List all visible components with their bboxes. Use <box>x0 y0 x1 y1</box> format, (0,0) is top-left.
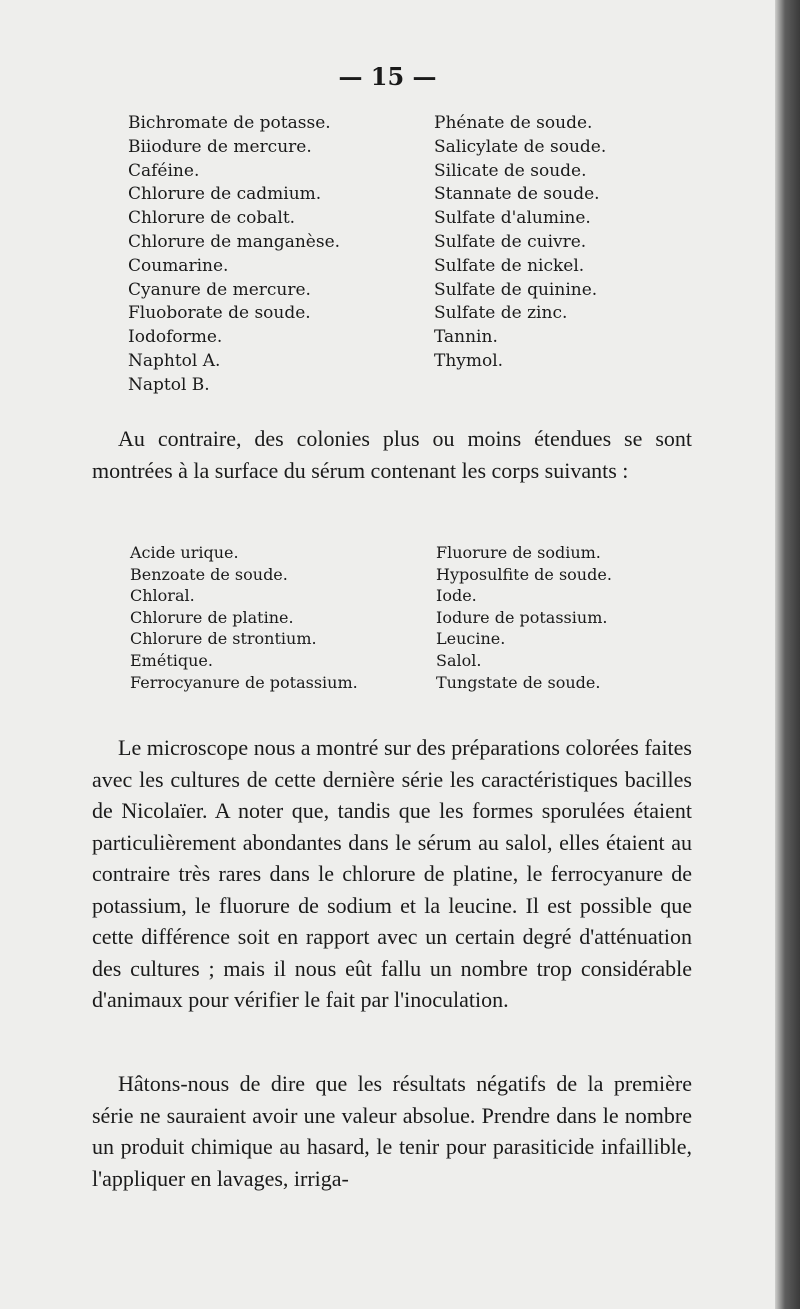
page-edge-shadow <box>775 0 800 1309</box>
list-item: Coumarine. <box>128 255 229 276</box>
list-item: Fluorure de sodium. <box>436 543 601 562</box>
list-item: Chlorure de strontium. <box>130 629 317 649</box>
list-item: Chloral. <box>130 586 195 606</box>
list-item: Benzoate de soude. <box>130 564 288 584</box>
paragraph-negative-results: Hâtons-nous de dire que les résultats négatifs de la première série ne sauraient avoir une valeur absolue. Prendre dans le nombre un produit chimique au hasard, le tenir pour parasiticide infaillible, l'appliquer en lavages, irriga- <box>92 1071 692 1191</box>
list-item: Biiodure de mercure. <box>128 136 312 157</box>
list-item: Cyanure de mercure. <box>128 279 311 300</box>
list-item: Sulfate de quinine. <box>434 279 598 300</box>
list-item: Hyposulfite de soude. <box>436 564 612 584</box>
list-item: Thymol. <box>434 350 504 371</box>
list-item: Salol. <box>436 650 482 670</box>
list-item: Tungstate de soude. <box>436 672 601 692</box>
list-item: Emétique. <box>130 650 213 670</box>
list-item: Sulfate de nickel. <box>434 255 585 276</box>
paragraph-positive-intro: Au contraire, des colonies plus ou moins étendues se sont montrées à la surface du sérum contenant les corps suivants : <box>92 426 692 483</box>
negative-list-right <box>434 112 606 374</box>
list-item: Chlorure de cobalt. <box>128 208 296 229</box>
list-item: Tannin. <box>434 327 498 348</box>
list-item: Chlorure de manganèse. <box>128 231 341 252</box>
page-number: — 15 — <box>338 62 437 91</box>
list-item: Ferrocyanure de potassium. <box>130 672 358 692</box>
positive-list-left <box>130 542 358 693</box>
list-item: Chlorure de platine. <box>130 607 294 627</box>
list-item: Sulfate de zinc. <box>434 303 568 324</box>
negative-list-left <box>128 112 340 398</box>
list-item: Sulfate d'alumine. <box>434 208 591 229</box>
paragraph-microscope: Le microscope nous a montré sur des préparations colorées faites avec les cultures de cette dernière série les caractéristiques bacilles de Nicolaïer. A noter que, tandis que les formes sporulées étaient particulièrement abondantes dans le sérum au salol, elles étaient au contraire très rares dans le chlorure de platine, le ferrocyanure de potassium, le fluorure de sodium et la leucine. Il est possible que cette différence soit en rapport avec un certain degré d'atténuation des cultures ; mais il nous eût fallu un nombre trop considérable d'animaux pour vérifier le fait par l'inoculation. <box>92 735 692 1012</box>
list-item: Fluoborate de soude. <box>128 303 311 324</box>
list-item: Chlorure de cadmium. <box>128 184 322 205</box>
list-item: Sulfate de cuivre. <box>434 231 587 252</box>
list-item: Iodoforme. <box>128 327 223 348</box>
list-item: Caféine. <box>128 160 200 181</box>
list-item: Leucine. <box>436 629 506 649</box>
list-item: Naptol B. <box>128 374 210 395</box>
list-item: Iodure de potassium. <box>436 607 608 627</box>
list-item: Bichromate de potasse. <box>128 113 331 133</box>
list-item: Phénate de soude. <box>434 113 593 133</box>
list-item: Acide urique. <box>130 543 239 562</box>
list-item: Naphtol A. <box>128 350 221 371</box>
list-item: Silicate de soude. <box>434 160 587 181</box>
positive-list-right <box>436 542 612 693</box>
list-item: Salicylate de soude. <box>434 136 607 157</box>
list-item: Stannate de soude. <box>434 184 600 205</box>
list-item: Iode. <box>436 586 477 606</box>
